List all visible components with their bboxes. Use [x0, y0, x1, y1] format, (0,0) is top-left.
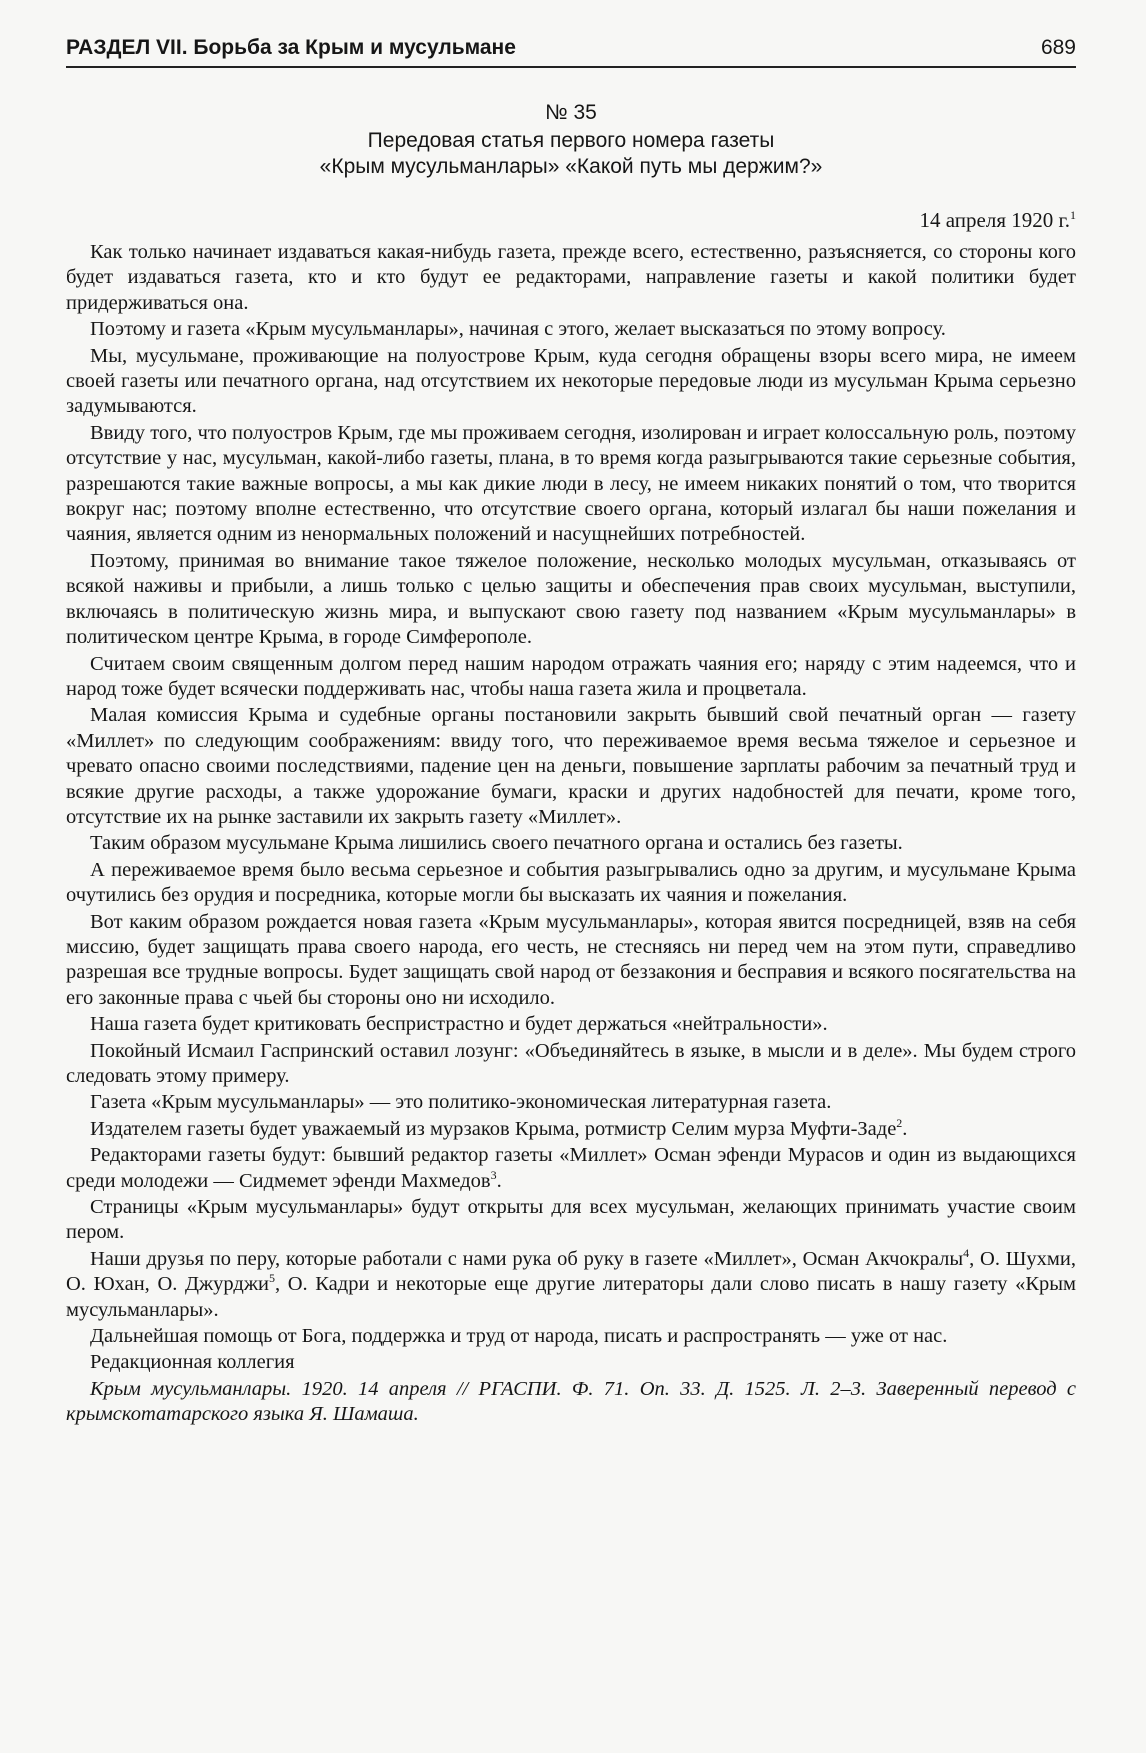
paragraph-text: Поэтому, принимая во внимание такое тяжелое положение, несколько молодых мусульман, отказываясь от всякой наживы и прибыли, а лишь только с целью защиты и обеспечения прав своих мусульман, выступили, включаясь в политическую жизнь мира, и выпускают свою газету под названием «Крым мусульманлары» в политическом центре Крыма, в городе Симферополе. — [66, 549, 1076, 649]
paragraph — [66, 910, 1076, 1012]
paragraph — [66, 1039, 1076, 1090]
paragraph-text: , О. Шухми, О. Юхан, О. Джурджи — [66, 1247, 1077, 1296]
footnote-marker: 3 — [490, 1167, 497, 1182]
paragraph — [66, 421, 1076, 548]
paragraph-text: Издателем газеты будет уважаемый из мурзаков Крыма, ротмистр Селим мурза Муфти-Заде — [90, 1117, 897, 1140]
paragraph — [66, 1143, 1076, 1194]
page-number: 689 — [1040, 36, 1076, 59]
source-citation: Крым мусульманлары. 1920. 14 апреля // РГАСПИ. Ф. 71. Оп. 33. Д. 1525. Л. 2–3. Заверенный перевод с крымскотатарского языка Я. Шамаша. — [66, 1377, 1076, 1426]
document-title-line: «Крым мусульманлары» «Какой путь мы держим?» — [319, 155, 823, 178]
paragraph-text: Мы, мусульмане, проживающие на полуострове Крым, куда сегодня обращены взоры всего мира, не имеем своей газеты или печатного органа, над отсутствием их некоторые передовые люди из мусульман Крыма серьезно задумываются. — [66, 344, 1076, 418]
paragraph-text: Считаем своим священным долгом перед нашим народом отражать чаяния его; наряду с этим надеемся, что и народ тоже будет всячески поддерживать нас, чтобы наша газета жила и процветала. — [66, 652, 1076, 700]
date-text: 14 апреля 1920 г. — [919, 208, 1070, 232]
paragraph — [66, 652, 1076, 703]
article-body — [66, 240, 1076, 1429]
paragraph — [66, 1090, 1076, 1115]
paragraph-text: Поэтому и газета «Крым мусульманлары», начиная с этого, желает высказаться по этому вопросу. — [90, 318, 946, 341]
paragraph — [66, 344, 1076, 420]
running-header — [66, 36, 1076, 68]
paragraph-text: Ввиду того, что полуостров Крым, где мы проживаем сегодня, изолирован и играет колоссальную роль, поэтому отсутствие у нас, мусульман, какой-либо газеты, плана, в то время когда разыгрываются такие серьезные события, разрешаются такие важные вопросы, а мы как дикие люди в лесу, не имеем никаких понятий о том, что творится вокруг нас; поэтому вполне естественно, что отсутствие своего органа, который излагал бы наши пожелания и чаяния, является одним из ненормальных положений и насущнейших потребностей. — [66, 421, 1076, 546]
paragraph — [66, 703, 1076, 830]
document-title-line: Передовая статья первого номера газеты — [367, 129, 775, 152]
paragraph-text: Вот каким образом рождается новая газета «Крым мусульманлары», которая явится посредницей, взяв на себя миссию, будет защищать права своего народа, его честь, не стесняясь ни перед чем на этом пути, справедливо разрешая все трудные вопросы. Будет защищать свой народ от беззакония и бесправия и всякого посягательства на его законные права с чьей бы стороны оно ни исходило. — [66, 910, 1076, 1009]
document-title — [66, 128, 1076, 180]
paragraph-text: Покойный Исмаил Гаспринский оставил лозунг: «Объединяйтесь в языке, в мысли и в деле». Мы будем строго следовать этому примеру. — [66, 1039, 1076, 1087]
paragraph — [66, 831, 1076, 856]
paragraph — [66, 1247, 1076, 1323]
paragraph-text: , О. Кадри и некоторые еще другие литераторы дали слово писать в нашу газету «Крым мусульманлары». — [66, 1273, 1076, 1321]
paragraph-text: Редакционная коллегия — [90, 1351, 295, 1374]
paragraph — [66, 1324, 1076, 1349]
section-title: РАЗДЕЛ VII. Борьба за Крым и мусульмане — [66, 36, 516, 59]
paragraph-text: Редакторами газеты будут: бывший редактор газеты «Миллет» Осман эфенди Мурасов и один из выдающихся среди молодежи — Сидмемет эфенди Махмедов — [66, 1144, 1076, 1192]
paragraph-text: Газета «Крым мусульманлары» — это политико-экономическая литературная газета. — [90, 1091, 832, 1114]
paragraph — [66, 1117, 1076, 1142]
paragraph — [66, 317, 1076, 342]
paragraph — [66, 1195, 1076, 1246]
paragraph-text: . — [496, 1169, 502, 1192]
document-number: № 35 — [545, 101, 597, 124]
paragraph-text: Дальнейшая помощь от Бога, поддержка и труд от народа, писать и распространять — уже от нас. — [90, 1325, 948, 1348]
paragraph-text: Наши друзья по перу, которые работали с нами рука об руку в газете «Миллет», Осман Акчокралы — [90, 1247, 964, 1270]
paragraph — [66, 858, 1076, 909]
paragraph-text: Страницы «Крым мусульманлары» будут открыты для всех мусульман, желающих принимать участие своим пером. — [66, 1196, 1076, 1244]
paragraph-text: Как только начинает издаваться какая-нибудь газета, прежде всего, естественно, разъясняется, со стороны кого будет издаваться газета, кто и кто будут ее редакторами, направление газеты и какой политики будет придерживаться она. — [66, 241, 1076, 314]
paragraph-text: Наша газета будет критиковать беспристрастно и будет держаться «нейтральности». — [90, 1013, 828, 1036]
paragraph — [66, 1012, 1076, 1037]
signature — [66, 1350, 1076, 1375]
footnote-marker: 4 — [963, 1246, 970, 1261]
paragraph — [66, 240, 1076, 316]
footnote-marker: 1 — [1070, 208, 1076, 222]
paragraph-text: А переживаемое время было весьма серьезное и события разыгрывались одно за другим, и мусульмане Крыма очутились без орудия и посредника, которые могли бы высказать их чаяния и пожелания. — [66, 858, 1076, 907]
paragraph — [66, 549, 1076, 651]
paragraph-text: Таким образом мусульмане Крыма лишились своего печатного органа и остались без газеты. — [90, 832, 903, 855]
paragraph-text: . — [902, 1117, 908, 1140]
document-date — [920, 208, 1077, 233]
footnote-marker: 5 — [268, 1271, 275, 1286]
footnote-marker: 2 — [896, 1115, 903, 1130]
paragraph-text: Малая комиссия Крыма и судебные органы постановили закрыть бывший свой печатный орган — газету «Миллет» по следующим соображениям: ввиду того, что переживаемое время весьма тяжелое и серьезное и чревато опасно своими последствиями, падение цен на деньги, повышение зарплаты рабочим за печатный труд и всякие другие расходы, а также удорожание бумаги, краски и других надобностей для печати, кроме того, отсутствие их на рынке заставили их закрыть газету «Миллет». — [66, 704, 1076, 828]
